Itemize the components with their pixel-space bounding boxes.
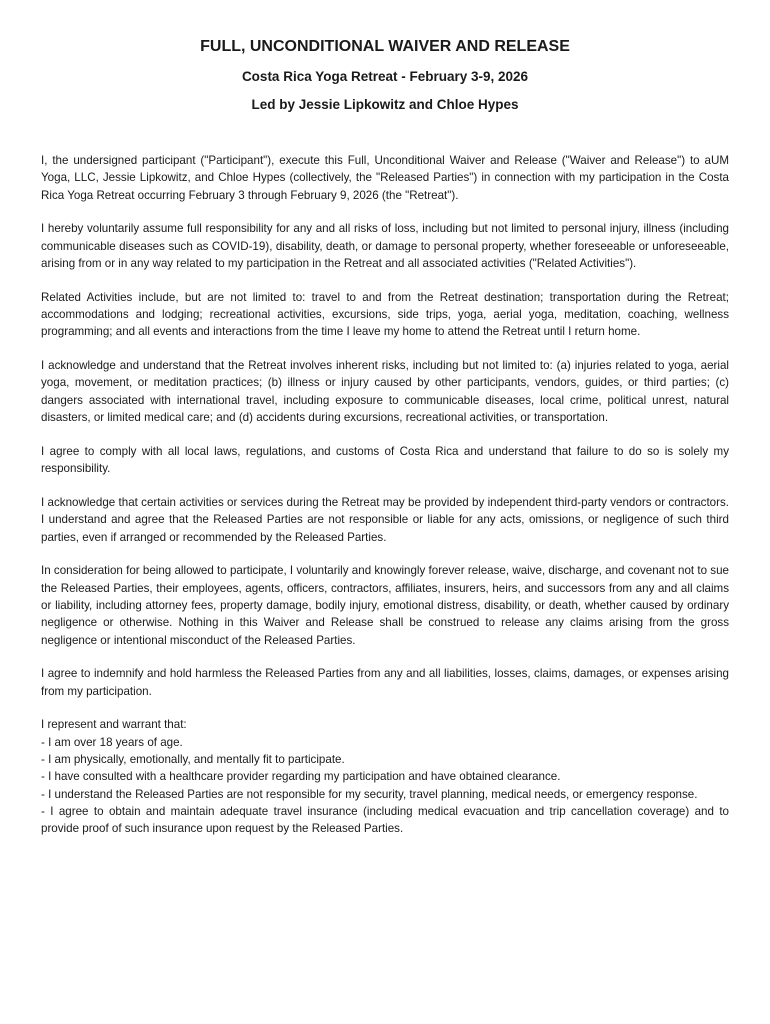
paragraph-third-party-vendors: I acknowledge that certain activities or services during the Retreat may be provided by independent third-party vendors or contractors. I understand and agree that the Released Parties are not responsible or liable for any acts, omissions, or negligence of such third parties, even if arranged or recommended by the Released Parties. xyxy=(41,495,729,544)
list-item: - I am over 18 years of age. xyxy=(41,735,183,749)
representations-intro: I represent and warrant that: xyxy=(41,718,187,732)
paragraph-local-laws: I agree to comply with all local laws, regulations, and customs of Costa Rica and understand that failure to do so is solely my responsibility. xyxy=(41,444,729,476)
document-title: FULL, UNCONDITIONAL WAIVER AND RELEASE xyxy=(200,38,570,55)
paragraph-related-activities: Related Activities include, but are not limited to: travel to and from the Retreat destination; transportation during the Retreat; accommodations and lodging; recreational activities, excursions, side trips, yoga, aerial yoga, meditation, coaching, wellness programming; and all events and interactions from the time I leave my home to attend the Retreat until I return home. xyxy=(41,290,729,339)
representations-list xyxy=(41,734,729,838)
waiver-document xyxy=(41,36,729,838)
list-item: - I have consulted with a healthcare provider regarding my participation and have obtained clearance. xyxy=(41,770,561,784)
retreat-leaders: Led by Jessie Lipkowitz and Chloe Hypes xyxy=(251,97,519,112)
paragraph-indemnify: I agree to indemnify and hold harmless the Released Parties from any and all liabilities, losses, claims, damages, or expenses arising from my participation. xyxy=(41,667,729,698)
list-item: - I agree to obtain and maintain adequate travel insurance (including medical evacuation and trip cancellation coverage) and to provide proof of such insurance upon request by the Released Parties. xyxy=(41,804,729,836)
list-item: - I understand the Released Parties are not responsible for my security, travel planning, medical needs, or emergency response. xyxy=(41,787,698,801)
list-item: - I am physically, emotionally, and mentally fit to participate. xyxy=(41,753,345,767)
paragraph-inherent-risks: I acknowledge and understand that the Retreat involves inherent risks, including but not limited to: (a) injuries related to yoga, aerial yoga, movement, or meditation practices; (b) illness or injury caused by other participants, vendors, guides, or third parties; (c) dangers associated with international travel, including exposure to communicable diseases, local crime, political unrest, natural disasters, or limited medical care; and (d) accidents during excursions, recreational activities, or transportation. xyxy=(41,359,729,425)
paragraph-release: In consideration for being allowed to participate, I voluntarily and knowingly forever release, waive, discharge, and covenant not to sue the Released Parties, their employees, agents, officers, contractors, affiliates, insurers, heirs, and successors from any and all claims or liability, including attorney fees, property damage, bodily injury, emotional distress, disability, or death, whether caused by ordinary negligence or otherwise. Nothing in this Waiver and Release shall be construed to release any claims arising from the gross negligence or intentional misconduct of the Released Parties. xyxy=(41,564,729,647)
paragraph-assumption-of-risk: I hereby voluntarily assume full responsibility for any and all risks of loss, including but not limited to personal injury, illness (including communicable diseases such as COVID-19), disability, death, or damage to personal property, whether foreseeable or unforeseeable, arising from or in any way related to my participation in the Retreat and all associated activities ("Related Activities"). xyxy=(41,222,729,270)
retreat-subtitle: Costa Rica Yoga Retreat - February 3-9, 2026 xyxy=(241,69,529,84)
paragraph-parties: I, the undersigned participant ("Participant"), execute this Full, Unconditional Waiver and Release ("Waiver and Release") to aUM Yoga, LLC, Jessie Lipkowitz, and Chloe Hypes (collectively, the "Released Parties") in connection with my participation in the Costa Rica Yoga Retreat occurring February 3 through February 9, 2026 (the "Retreat"). xyxy=(41,154,729,202)
